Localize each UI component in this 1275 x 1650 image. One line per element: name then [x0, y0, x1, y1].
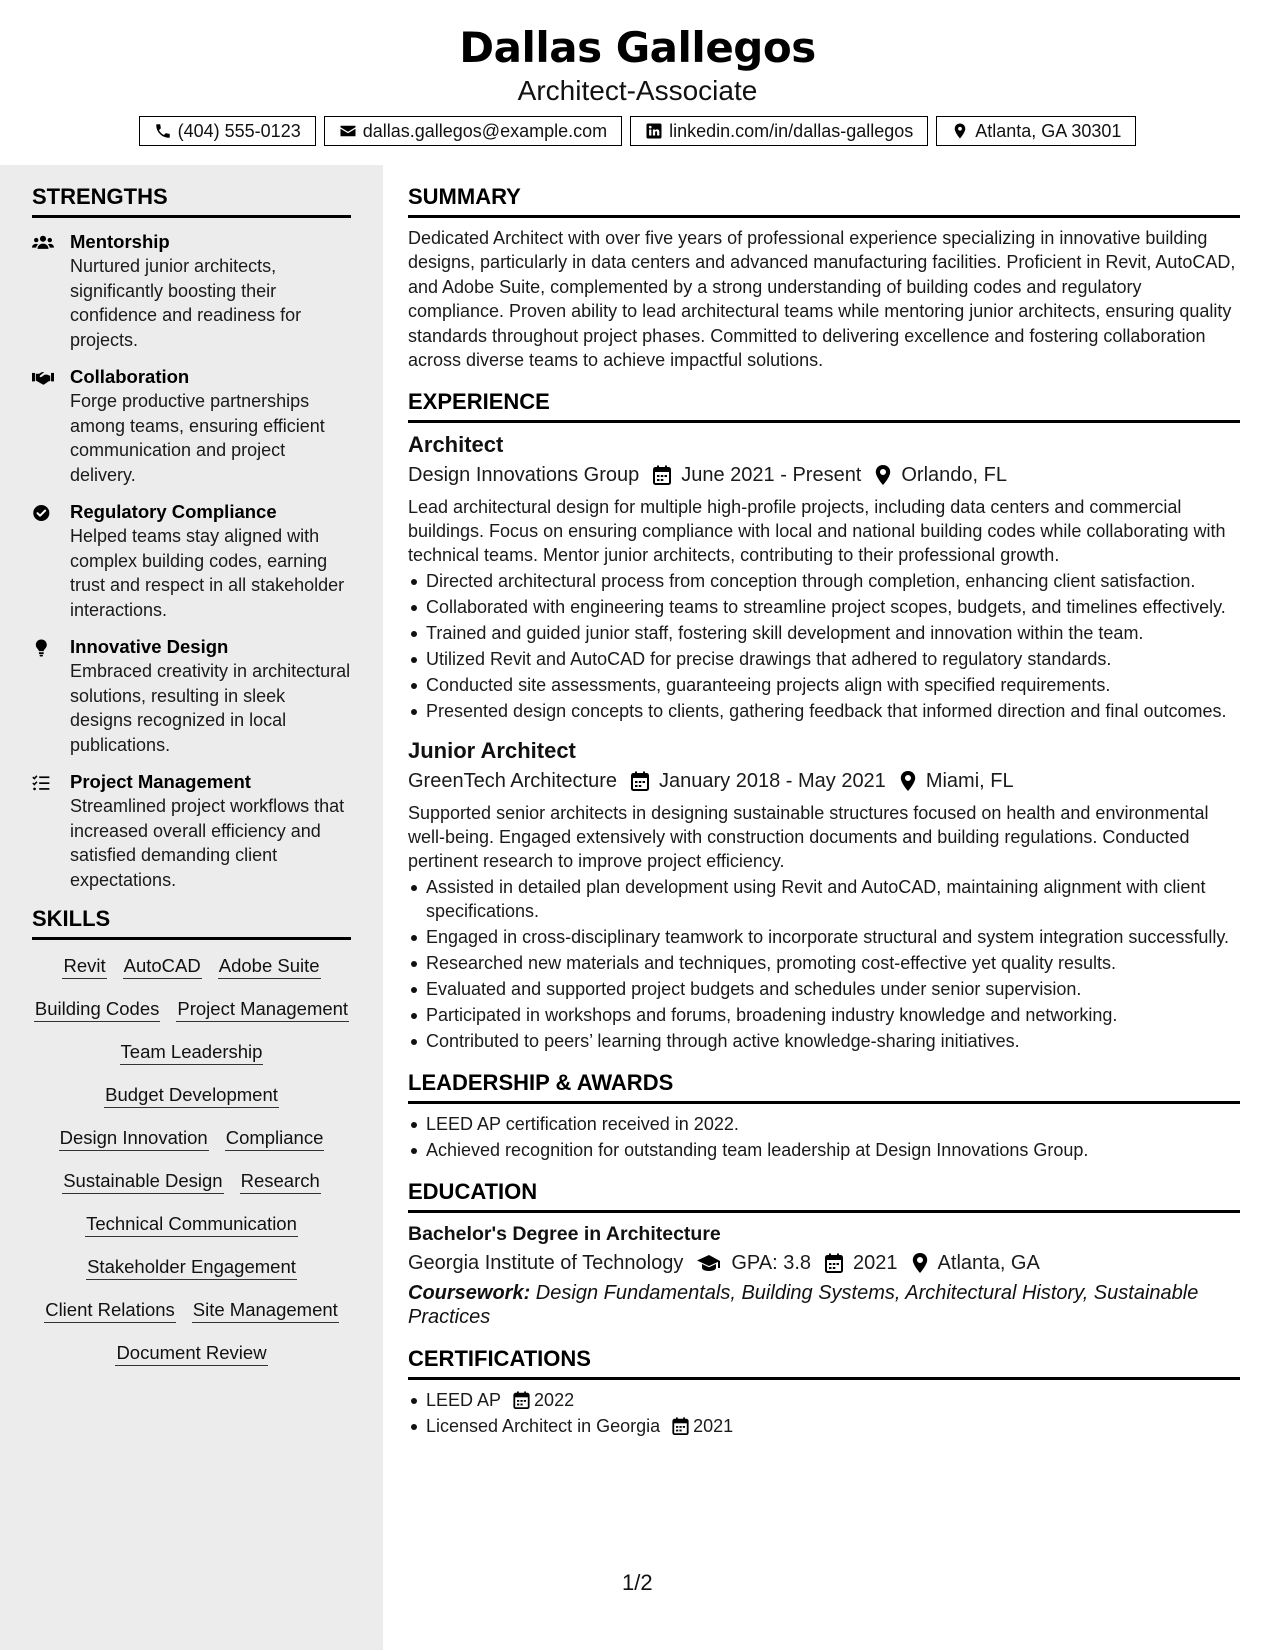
page-number: 1/2: [622, 1570, 653, 1595]
list-item: Trained and guided junior staff, fostering skill development and innovation within the team.: [408, 621, 1240, 645]
summary-text: Dedicated Architect with over five years of professional experience specializing in innovative building designs, particularly in data centers and advanced manufacturing facilities. Proficient in Revit, AutoCAD, and Adobe Suite, complemented by a strong understanding of building codes and regulatory compliance. Proven ability to lead architectural teams while mentoring junior architects, ensuring quality standards throughout project phases. Committed to delivering excellence and fostering collaboration across diverse teams to achieve impactful solutions.: [408, 228, 1236, 371]
summary-heading: SUMMARY: [408, 183, 1240, 218]
gpa: GPA: 3.8: [731, 1252, 812, 1275]
job-bullets: [408, 569, 1240, 723]
job-location: Miami, FL: [925, 770, 1014, 793]
skill-tag: Building Codes: [34, 997, 160, 1022]
map-pin-icon: [875, 465, 891, 485]
graduation-year: 2021: [853, 1252, 898, 1275]
list-item: Presented design concepts to clients, gathering feedback that informed direction and final outcomes.: [408, 699, 1240, 723]
skills-heading: SKILLS: [32, 905, 351, 940]
skill-tag: Budget Development: [104, 1083, 279, 1108]
job-company: GreenTech Architecture: [408, 770, 617, 793]
list-item: Evaluated and supported project budgets and schedules under senior supervision.: [408, 977, 1240, 1001]
map-pin-icon: [900, 771, 916, 791]
phone-text: (404) 555-0123: [177, 120, 301, 141]
list-item: Achieved recognition for outstanding team leadership at Design Innovations Group.: [408, 1138, 1240, 1162]
list-item: Contributed to peers’ learning through active knowledge-sharing initiatives.: [408, 1029, 1240, 1053]
list-item: Collaborated with engineering teams to streamline project scopes, budgets, and timelines effectively.: [408, 595, 1240, 619]
contact-bar: [0, 116, 1275, 146]
contact-linkedin[interactable]: [630, 116, 928, 146]
list-item: Engaged in cross-disciplinary teamwork to incorporate structural and system integration successfully.: [408, 925, 1240, 949]
list-item: Participated in workshops and forums, broadening industry knowledge and networking.: [408, 1003, 1240, 1027]
job-entry: [408, 431, 1240, 723]
certifications-list: [408, 1388, 1240, 1438]
skill-tag: Sustainable Design: [62, 1169, 223, 1194]
cert-year: 2022: [534, 1390, 575, 1411]
calendar-icon: [631, 771, 649, 791]
envelope-icon: [339, 122, 357, 140]
skills-list: [32, 954, 351, 1366]
strength-desc: Nurtured junior architects, significantly boosting their confidence and readiness for projects.: [70, 256, 302, 350]
strength-item: [32, 635, 351, 757]
experience-section: [408, 388, 1240, 1053]
strength-title: Collaboration: [70, 366, 190, 387]
list-check-icon: [32, 773, 54, 793]
check-circle-icon: [32, 503, 54, 523]
lightbulb-icon: [32, 638, 54, 658]
job-entry: [408, 737, 1240, 1053]
contact-phone[interactable]: [139, 116, 316, 146]
handshake-icon: [32, 368, 54, 388]
users-icon: [32, 233, 54, 253]
leadership-list: [408, 1112, 1240, 1162]
school-name: Georgia Institute of Technology: [408, 1252, 684, 1275]
strength-title: Project Management: [70, 771, 251, 792]
candidate-name: Dallas Gallegos: [459, 23, 816, 72]
summary-section: [408, 183, 1240, 372]
calendar-icon: [513, 1391, 530, 1409]
strength-item: [32, 770, 351, 892]
education-section: [408, 1178, 1240, 1329]
skill-tag: Research: [240, 1169, 321, 1194]
coursework-label: Coursework:: [408, 1282, 531, 1305]
strength-item: [32, 230, 351, 352]
skill-tag: Compliance: [225, 1126, 325, 1151]
job-location: Orlando, FL: [901, 464, 1007, 487]
contact-email[interactable]: [324, 116, 622, 146]
strength-desc: Streamlined project workflows that increased overall efficiency and satisfied demanding client expectations.: [70, 796, 345, 890]
email-text: dallas.gallegos@example.com: [362, 120, 608, 141]
skill-tag: Document Review: [115, 1341, 267, 1366]
list-item: Assisted in detailed plan development using Revit and AutoCAD, maintaining alignment with client specifications.: [408, 875, 1240, 923]
list-item: [408, 1414, 1240, 1438]
certifications-section: [408, 1345, 1240, 1438]
location-text: Atlanta, GA 30301: [975, 120, 1122, 141]
list-item: Conducted site assessments, guaranteeing projects align with specified requirements.: [408, 673, 1240, 697]
cert-name: Licensed Architect in Georgia: [426, 1416, 661, 1437]
degree-title: Bachelor's Degree in Architecture: [408, 1223, 721, 1246]
skill-tag: Stakeholder Engagement: [86, 1255, 297, 1280]
job-title: Architect-Associate: [517, 75, 758, 106]
leadership-heading: LEADERSHIP & AWARDS: [408, 1069, 1240, 1104]
education-heading: EDUCATION: [408, 1178, 1240, 1213]
strength-title: Innovative Design: [70, 636, 229, 657]
calendar-icon: [672, 1417, 689, 1435]
skill-tag: Technical Communication: [85, 1212, 298, 1237]
job-meta: [408, 461, 1240, 489]
contact-location[interactable]: [936, 116, 1136, 146]
strengths-heading: STRENGTHS: [32, 183, 351, 218]
strength-desc: Forge productive partnerships among teams, ensuring efficient communication and project delivery.: [70, 391, 325, 485]
certifications-heading: CERTIFICATIONS: [408, 1345, 1240, 1380]
calendar-icon: [653, 465, 671, 485]
coursework: [408, 1281, 1240, 1329]
list-item: [408, 1388, 1240, 1412]
skill-tag: Project Management: [176, 997, 349, 1022]
job-description: Supported senior architects in designing sustainable structures focused on health and environmental well-being. Engaged extensively with construction documents and building regulations. Conducted pertinent research to improve project efficiency.: [408, 803, 1209, 872]
strength-title: Regulatory Compliance: [70, 501, 277, 522]
list-item: Utilized Revit and AutoCAD for precise drawings that adhered to regulatory standards.: [408, 647, 1240, 671]
skills-section: [32, 905, 351, 1366]
calendar-icon: [825, 1253, 843, 1273]
strength-item: [32, 365, 351, 487]
job-description: Lead architectural design for multiple high-profile projects, including data centers and commercial buildings. Focus on ensuring compliance with local and national building codes while collaborating with technical teams. Mentor junior architects, contributing to their professional growth.: [408, 497, 1226, 566]
job-company: Design Innovations Group: [408, 464, 640, 487]
skill-tag: Team Leadership: [120, 1040, 264, 1065]
linkedin-icon: [645, 122, 663, 140]
cert-name: LEED AP: [426, 1390, 502, 1411]
sidebar: [0, 165, 383, 1650]
map-pin-icon: [951, 122, 969, 140]
leadership-section: [408, 1069, 1240, 1162]
map-pin-icon: [912, 1253, 928, 1273]
linkedin-text: linkedin.com/in/dallas-gallegos: [669, 120, 914, 141]
job-role: Junior Architect: [408, 738, 576, 764]
job-dates: June 2021 - Present: [681, 464, 862, 487]
cert-year: 2021: [693, 1416, 734, 1437]
list-item: Directed architectural process from conception through completion, enhancing client satisfaction.: [408, 569, 1240, 593]
resume-header: [0, 0, 1275, 146]
strength-desc: Embraced creativity in architectural solutions, resulting in sleek designs recognized in local publications.: [70, 661, 351, 755]
phone-icon: [154, 122, 172, 140]
skill-tag: Design Innovation: [59, 1126, 209, 1151]
strength-title: Mentorship: [70, 231, 170, 252]
strength-item: [32, 500, 351, 622]
school-location: Atlanta, GA: [937, 1252, 1040, 1275]
job-bullets: [408, 875, 1240, 1053]
graduation-cap-icon: [697, 1253, 721, 1273]
job-dates: January 2018 - May 2021: [659, 770, 886, 793]
list-item: Researched new materials and techniques, promoting cost-effective yet quality results.: [408, 951, 1240, 975]
skill-tag: Site Management: [192, 1298, 339, 1323]
strengths-section: [32, 183, 351, 892]
skill-tag: AutoCAD: [123, 954, 202, 979]
coursework-list: Design Fundamentals, Building Systems, Architectural History, Sustainable Practices: [408, 1282, 1199, 1329]
skill-tag: Adobe Suite: [218, 954, 321, 979]
education-meta: [408, 1249, 1240, 1277]
job-role: Architect: [408, 432, 504, 458]
experience-heading: EXPERIENCE: [408, 388, 1240, 423]
list-item: LEED AP certification received in 2022.: [408, 1112, 1240, 1136]
job-meta: [408, 767, 1240, 795]
strength-desc: Helped teams stay aligned with complex building codes, earning trust and respect in all stakeholder interactions.: [70, 526, 345, 620]
skill-tag: Client Relations: [44, 1298, 176, 1323]
skill-tag: Revit: [62, 954, 106, 979]
main-column: [408, 165, 1240, 1440]
